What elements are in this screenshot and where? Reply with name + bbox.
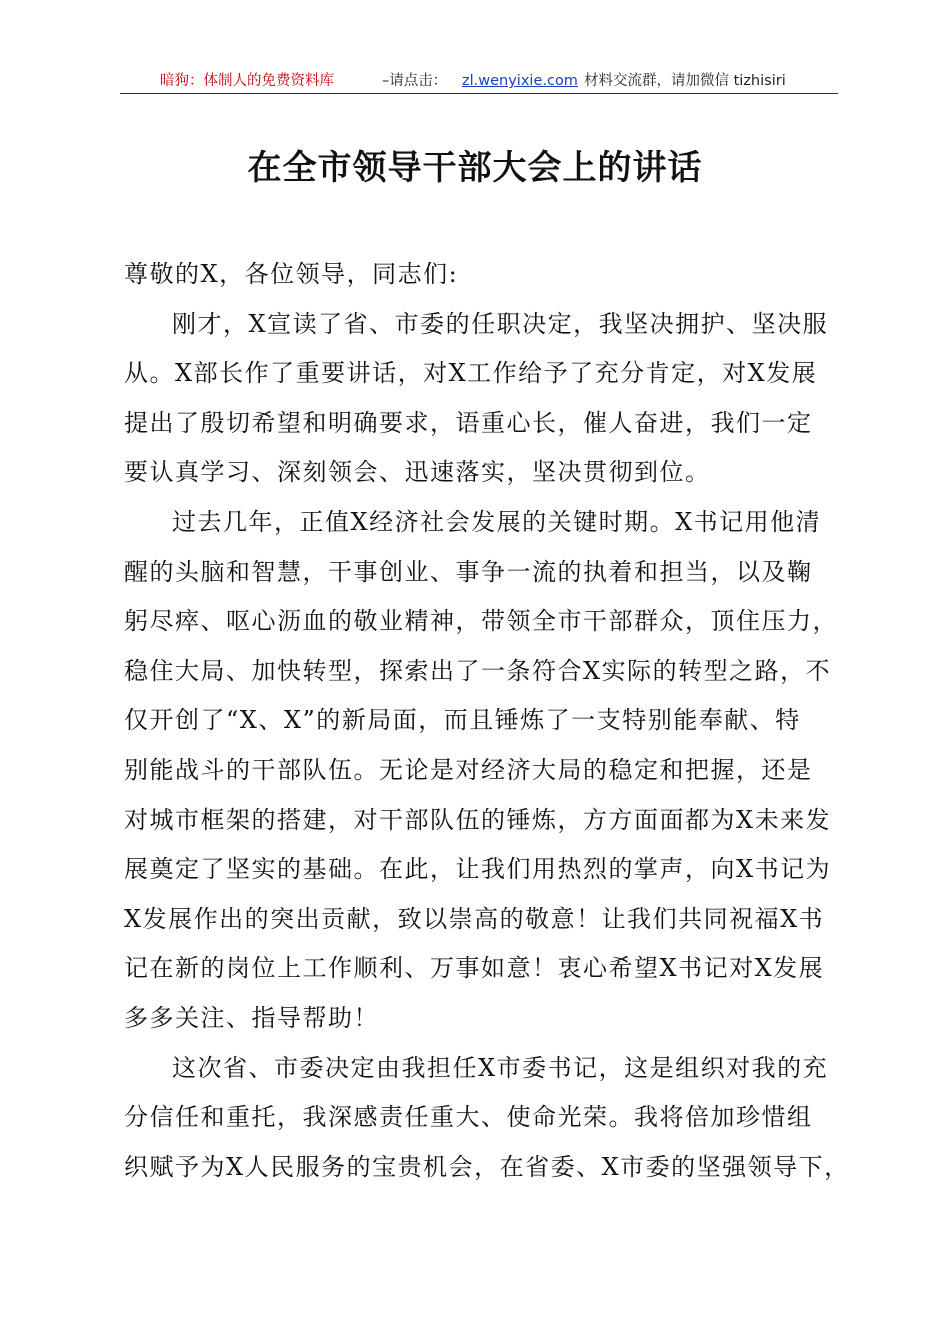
paragraph-line: 分信任和重托，我深感责任重大、使命光荣。我将倍加珍惜组 — [124, 1103, 813, 1132]
paragraph-3 — [124, 1044, 850, 1193]
paragraph-line: 要认真学习、深刻领会、迅速落实，坚决贯彻到位。 — [124, 458, 711, 487]
paragraph-2 — [124, 498, 836, 1044]
paragraph-line: 记在新的岗位上工作顺利、万事如意！衷心希望X书记对X发展 — [124, 954, 825, 983]
salutation: 尊敬的X，各位领导，同志们: — [124, 260, 459, 288]
paragraph-line: 仅开创了“X、X”的新局面，而且锤炼了一支特别能奉献、特 — [124, 706, 801, 735]
paragraph-1 — [124, 300, 836, 498]
paragraph-line: 躬尽瘁、呕心沥血的敬业精神，带领全市干部群众，顶住压力， — [124, 607, 838, 636]
paragraph-line: 稳住大局、加快转型，探索出了一条符合X实际的转型之路，不 — [124, 656, 832, 685]
paragraph-line: 提出了殷切希望和明确要求，语重心长，催人奋进，我们一定 — [124, 408, 813, 437]
paragraph-line: 这次省、市委决定由我担任X市委书记，这是组织对我的充 — [172, 1053, 829, 1082]
paragraph-line: 对城市框架的搭建，对干部队伍的锤炼，方方面面都为X未来发 — [124, 805, 832, 834]
paragraph-line: 展奠定了坚实的基础。在此，让我们用热烈的掌声，向X书记为 — [124, 855, 832, 884]
header-site-name: 暗狗：体制人的免费资料库 — [160, 73, 334, 89]
paragraph-line: 别能战斗的干部队伍。无论是对经济大局的稳定和把握，还是 — [124, 755, 813, 784]
paragraph-line: 过去几年，正值X经济社会发展的关键时期。X书记用他清 — [172, 507, 822, 536]
document-body — [124, 250, 850, 1192]
document-title: 在全市领导干部大会上的讲话 — [247, 148, 703, 188]
header-click-prompt: –请点击： — [382, 73, 448, 89]
paragraph-line: 刚才，X宣读了省、市委的任职决定，我坚决拥护、坚决服 — [172, 309, 829, 338]
page-header — [120, 70, 838, 92]
paragraph-line: 醒的头脑和智慧，干事创业、事争一流的执着和担当，以及鞠 — [124, 557, 813, 586]
header-divider — [120, 93, 838, 94]
header-wechat-note: 材料交流群，请加微信 tizhisiri — [584, 73, 786, 89]
paragraph-line: 织赋予为X人民服务的宝贵机会，在省委、X市委的坚强领导下， — [124, 1152, 850, 1181]
paragraph-line: X发展作出的突出贡献，致以崇高的敬意！让我们共同祝福X书 — [124, 904, 825, 933]
header-link[interactable]: zl.wenyixie.com — [462, 73, 578, 89]
paragraph-line: 从。X部长作了重要讲话，对X工作给予了充分肯定，对X发展 — [124, 359, 818, 388]
paragraph-line: 多多关注、指导帮助！ — [124, 1003, 379, 1032]
